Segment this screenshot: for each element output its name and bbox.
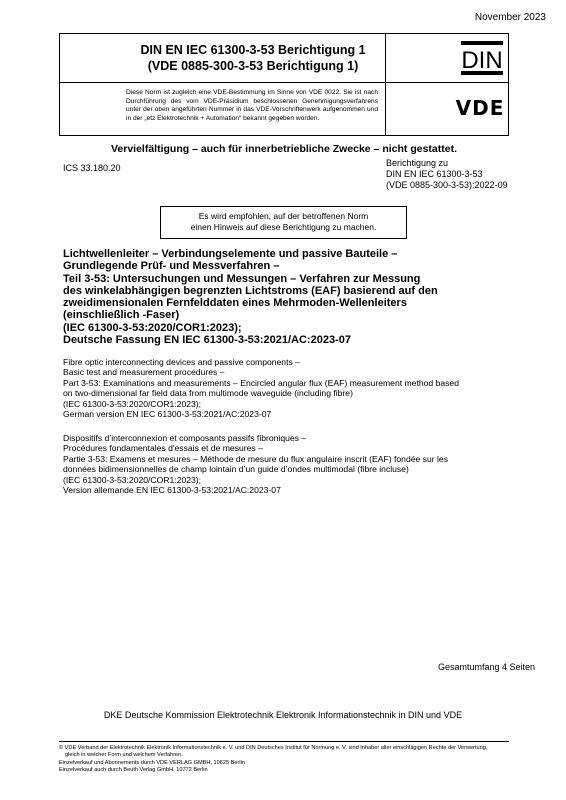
footer-line: © VDE Verband der Elektrotechnik Elektronik Informationstechnik e. V. und DIN Deutsches Institut für Normung e. V. sind Inhaber aller einschlägigen Rechte der Verwertung, [59,745,488,751]
french-title-line: Dispositifs d’interconnexion et composants passifs fibroniques – [63,433,307,443]
german-title-line: (IEC 61300-3-53:2020/COR1:2023); [63,321,242,334]
french-title-line: Procédures fondamentales d'essais et de mesures – [63,443,263,454]
din-logo [460,38,504,78]
english-title-line: German version EN IEC 61300-3-53:2021/AC:2023-07 [63,409,272,420]
french-title-line: Partie 3-53: Examens et mesures – Méthode de mesure du flux angulaire inscrit (EAF) fondée sur les [63,453,448,464]
german-title-line: Deutsche Fassung EN IEC 61300-3-53:2021/AC:2023-07 [63,334,351,347]
document-title [122,42,384,74]
german-title [63,248,513,346]
footer-divider [59,741,509,742]
recommendation-box [160,206,407,239]
french-title-line: Version allemande EN IEC 61300-3-53:2021/AC:2023-07 [63,485,281,496]
correction-reference-line: (VDE 0885-300-3-53):2022-09 [386,180,508,190]
header-divider-vertical [385,34,386,135]
din-logo-text: DIN [461,47,503,74]
english-title-line: on two-dimensional far field data from multimode waveguide (including fibre) [63,388,353,399]
german-title-line: (einschließlich -Faser) [63,309,180,322]
footer-line: Einzelverkauf auch durch Beuth Verlag GmbH, 10772 Berlin [59,766,208,773]
footer-line: gleich in welcher Form und welchem Verfahren. [65,752,183,759]
correction-reference [386,158,508,191]
vde-note: Diese Norm ist zugleich eine VDE-Bestimmung im Sinne von VDE 0022. Sie ist nach Durchführung des vom VDE-Präsidium beschlossenen Genehmigungsverfahrens unter der oben angeführten Nummer in das VDE-Vorschriftenwerk aufgenommen und in der „etz Elektrotechnik + Automation“ bekannt gegeben worden. [126,89,378,123]
header-box [59,33,509,136]
total-pages: Gesamtumfang 4 Seiten [437,662,535,672]
document-title-line1: DIN EN IEC 61300-3-53 Berichtigung 1 [140,43,366,57]
english-title-line: Part 3-53: Examinations and measurements – Encircled angular flux (EAF) measurement method based [63,377,459,388]
ics-code: ICS 33.180.20 [63,163,121,173]
publication-date: November 2023 [474,12,546,23]
german-title-line: Grundlegende Prüf- und Messverfahren – [63,260,280,273]
french-title-line: (IEC 61300-3-53:2020/COR1:2023); [63,474,202,485]
footer-line: Einzelverkauf und Abonnements durch VDE VERLAG GMBH, 10625 Berlin [59,759,245,766]
reproduction-notice: Vervielfältigung – auch für innerbetriebliche Zwecke – nicht gestattet. [110,143,457,155]
recommendation-line: einen Hinweis auf diese Berichtigung zu machen. [190,222,377,232]
english-title-line: Fibre optic interconnecting devices and passive components – [63,357,300,367]
english-title [63,357,523,419]
vde-logo: VDE [455,96,505,120]
german-title-line: zweidimensionalen Fernfelddaten eines Mehrmoden-Wellenleiters [63,297,407,310]
recommendation-line: Es wird empfohlen, auf der betroffenen Norm [198,211,369,221]
header-divider-horizontal [60,82,508,83]
correction-reference-line: DIN EN IEC 61300-3-53 [386,169,483,179]
french-title-line: données bidimensionnelles de champ lointain d’un guide d’ondes multimodal (fibre incluse) [63,464,409,475]
dke-line: DKE Deutsche Kommission Elektrotechnik Elektronik Informationstechnik in DIN und VDE [103,710,463,720]
correction-reference-line: Berichtigung zu [386,158,449,168]
english-title-line: (IEC 61300-3-53:2020/COR1:2023); [63,398,202,409]
english-title-line: Basic test and measurement procedures – [63,367,225,378]
document-title-line2: (VDE 0885-300-3-53 Berichtigung 1) [147,59,359,73]
german-title-line: des winkelabhängigen begrenzten Lichtstroms (EAF) basierend auf den [63,284,438,297]
copyright-footer [59,745,559,774]
german-title-line: Teil 3-53: Untersuchungen und Messungen – Verfahren zur Messung [63,272,421,285]
german-title-line: Lichtwellenleiter – Verbindungselemente und passive Bauteile – [63,248,398,260]
french-title [63,433,523,495]
